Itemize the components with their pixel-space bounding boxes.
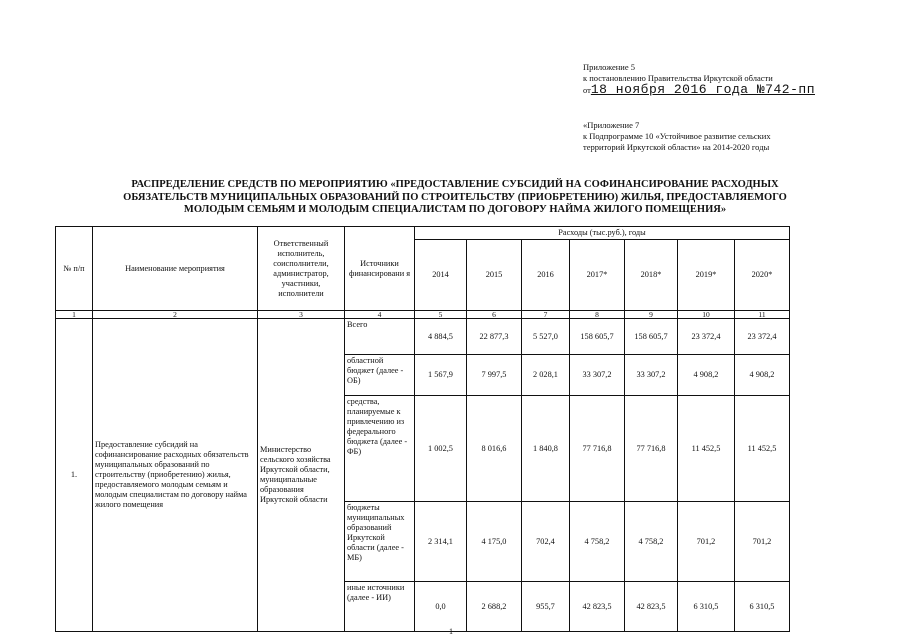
value-cell: 11 452,5 — [735, 396, 790, 502]
value-cell: 1 567,9 — [415, 355, 467, 396]
annex2-line2: к Подпрограмме 10 «Устойчивое развитие сельских территорий Иркутской области» на 2014-2020 годы — [583, 131, 771, 152]
value-cell: 701,2 — [735, 502, 790, 582]
column-index: 5 — [415, 311, 467, 319]
header-year: 2019* — [678, 240, 735, 311]
value-cell: 4 908,2 — [735, 355, 790, 396]
column-index: 9 — [625, 311, 678, 319]
header-year: 2016 — [522, 240, 570, 311]
value-cell: 42 823,5 — [625, 582, 678, 632]
value-cell: 11 452,5 — [678, 396, 735, 502]
header-year: 2017* — [570, 240, 625, 311]
value-cell: 42 823,5 — [570, 582, 625, 632]
page-number: 1 — [449, 627, 453, 636]
value-cell: 22 877,3 — [467, 319, 522, 355]
annex-block — [583, 62, 815, 96]
source-federal: средства, планируемые к привлечению из федерального бюджета (далее - ФБ) — [345, 396, 415, 502]
measure-name: Предоставление субсидий на софинансирование расходных обязательств муниципальных образований по строительству (приобретению) жилья, предоставляемого молодым семьям и молодым специалистам по договору найма жилого помещения — [93, 319, 258, 632]
column-index: 3 — [258, 311, 345, 319]
value-cell: 6 310,5 — [678, 582, 735, 632]
value-cell: 33 307,2 — [625, 355, 678, 396]
annex-date: 18 ноября 2016 года №742-пп — [590, 82, 815, 97]
value-cell: 701,2 — [678, 502, 735, 582]
annex-from: от — [583, 85, 591, 95]
annex2-block — [583, 120, 813, 153]
value-cell: 4 175,0 — [467, 502, 522, 582]
value-cell: 158 605,7 — [625, 319, 678, 355]
column-index: 6 — [467, 311, 522, 319]
annex2-line1: «Приложение 7 — [583, 120, 640, 130]
annex-date-line — [583, 84, 815, 96]
value-cell: 5 527,0 — [522, 319, 570, 355]
header-expenses: Расходы (тыс.руб.), годы — [415, 227, 790, 240]
column-index: 4 — [345, 311, 415, 319]
value-cell: 1 840,8 — [522, 396, 570, 502]
value-cell: 1 002,5 — [415, 396, 467, 502]
distribution-table — [55, 226, 790, 632]
header-source: Источники финансировани я — [345, 227, 415, 311]
value-cell: 702,4 — [522, 502, 570, 582]
value-cell: 23 372,4 — [678, 319, 735, 355]
header-year: 2014 — [415, 240, 467, 311]
value-cell: 4 758,2 — [625, 502, 678, 582]
value-cell: 2 688,2 — [467, 582, 522, 632]
value-cell: 955,7 — [522, 582, 570, 632]
value-cell: 0,0 — [415, 582, 467, 632]
value-cell: 8 016,6 — [467, 396, 522, 502]
header-num: № п/п — [56, 227, 93, 311]
source-regional: областной бюджет (далее - ОБ) — [345, 355, 415, 396]
header-year: 2015 — [467, 240, 522, 311]
column-index: 2 — [93, 311, 258, 319]
column-index: 11 — [735, 311, 790, 319]
annex-line1: Приложение 5 — [583, 62, 635, 72]
header-year: 2020* — [735, 240, 790, 311]
source-other: иные источники (далее - ИИ) — [345, 582, 415, 632]
header-name: Наименование мероприятия — [93, 227, 258, 311]
annex-line2: к постановлению Правительства Иркутской области — [583, 73, 773, 83]
value-cell: 2 028,1 — [522, 355, 570, 396]
value-cell: 2 314,1 — [415, 502, 467, 582]
value-cell: 77 716,8 — [625, 396, 678, 502]
value-cell: 33 307,2 — [570, 355, 625, 396]
value-cell: 6 310,5 — [735, 582, 790, 632]
header-responsible: Ответственный исполнитель, соисполнители, администратор, участники, исполнители — [258, 227, 345, 311]
column-index: 8 — [570, 311, 625, 319]
value-cell: 4 758,2 — [570, 502, 625, 582]
value-cell: 4 884,5 — [415, 319, 467, 355]
value-cell: 158 605,7 — [570, 319, 625, 355]
row-number: 1. — [56, 319, 93, 632]
source-municipal: бюджеты муниципальных образований Иркутской области (далее - МБ) — [345, 502, 415, 582]
value-cell: 23 372,4 — [735, 319, 790, 355]
source-total: Всего — [345, 319, 415, 355]
document-title: РАСПРЕДЕЛЕНИЕ СРЕДСТВ ПО МЕРОПРИЯТИЮ «ПРЕДОСТАВЛЕНИЕ СУБСИДИЙ НА СОФИНАНСИРОВАНИЕ РАСХОДНЫХ ОБЯЗАТЕЛЬСТВ МУНИЦИПАЛЬНЫХ ОБРАЗОВАНИЙ ПО СТРОИТЕЛЬСТВУ (ПРИОБРЕТЕНИЮ) ЖИЛЬЯ, ПРЕДОСТАВЛЯЕМОГО МОЛОДЫМ СЕМЬЯМ И МОЛОДЫМ СПЕЦИАЛИСТАМ ПО ДОГОВОРУ НАЙМА ЖИЛОГО ПОМЕЩЕНИЯ» — [123, 179, 787, 215]
value-cell: 77 716,8 — [570, 396, 625, 502]
value-cell: 4 908,2 — [678, 355, 735, 396]
responsible-executor: Министерство сельского хозяйства Иркутской области, муниципальные образования Иркутской области — [258, 319, 345, 632]
column-index: 1 — [56, 311, 93, 319]
header-year: 2018* — [625, 240, 678, 311]
column-index: 10 — [678, 311, 735, 319]
value-cell: 7 997,5 — [467, 355, 522, 396]
column-index: 7 — [522, 311, 570, 319]
